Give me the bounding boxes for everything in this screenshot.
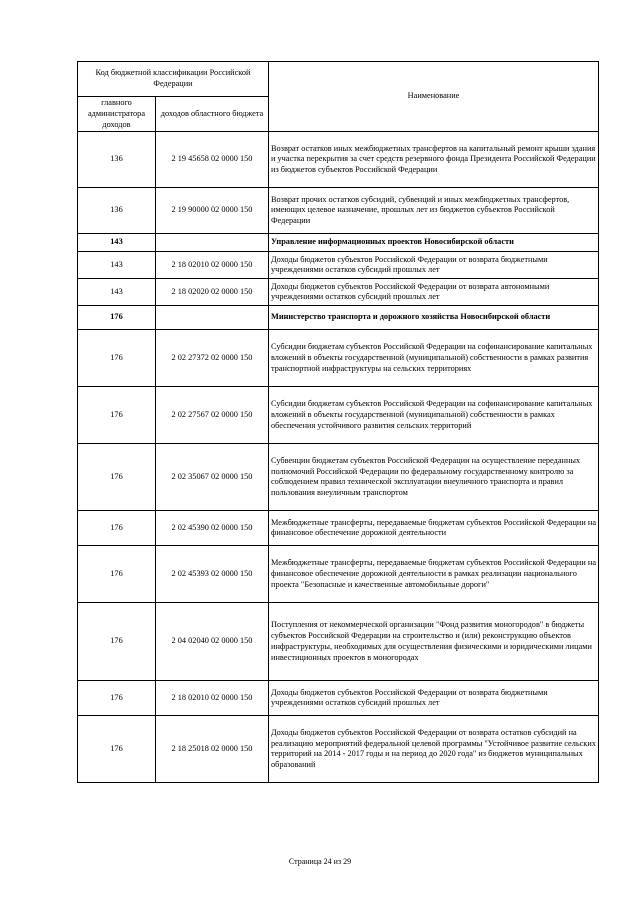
revenue-code-cell: 2 02 27567 02 0000 150 — [156, 387, 269, 444]
revenue-code-cell: 2 18 25018 02 0000 150 — [156, 716, 269, 783]
revenue-code-cell: 2 04 02040 02 0000 150 — [156, 603, 269, 681]
admin-code-cell: 136 — [78, 188, 156, 234]
budget-classification-table — [77, 61, 599, 783]
name-cell: Доходы бюджетов субъектов Российской Федерации от возврата остатков субсидий на реализацию мероприятий федеральной целевой программы "Устойчивое развитие сельских территорий на 2014 - 2017 годы и на период до 2020 года" из бюджетов муниципальных образований — [269, 716, 599, 783]
name-cell: Доходы бюджетов субъектов Российской Федерации от возврата автономными учреждениями остатков субсидий прошлых лет — [269, 279, 599, 306]
name-cell: Субсидии бюджетам субъектов Российской Федерации на софинансирование капитальных вложений в объекты государственной (муниципальной) собственности в рамках развития транспортной инфраструктуры на сельских территориях — [269, 330, 599, 387]
header-revenue: доходов областного бюджета — [156, 97, 269, 132]
revenue-code-cell: 2 18 02020 02 0000 150 — [156, 279, 269, 306]
admin-code-cell: 176 — [78, 603, 156, 681]
admin-code-cell: 143 — [78, 279, 156, 306]
table-row — [78, 279, 599, 306]
name-cell: Доходы бюджетов субъектов Российской Федерации от возврата бюджетными учреждениями остатков субсидий прошлых лет — [269, 681, 599, 716]
table-row — [78, 306, 599, 330]
name-cell: Управление информационных проектов Новосибирской области — [269, 234, 599, 252]
admin-code-cell: 176 — [78, 306, 156, 330]
admin-code-cell: 136 — [78, 132, 156, 188]
header-admin: главного администратора доходов — [78, 97, 156, 132]
revenue-code-cell — [156, 306, 269, 330]
name-cell: Министерство транспорта и дорожного хозяйства Новосибирской области — [269, 306, 599, 330]
name-cell: Субсидии бюджетам субъектов Российской Федерации на софинансирование капитальных вложений в объекты государственной (муниципальной) собственности в рамках обеспечения устойчивого развития сельских территорий — [269, 387, 599, 444]
admin-code-cell: 176 — [78, 444, 156, 511]
admin-code-cell: 176 — [78, 330, 156, 387]
table-row — [78, 511, 599, 546]
revenue-code-cell: 2 02 35067 02 0000 150 — [156, 444, 269, 511]
table-row — [78, 603, 599, 681]
name-cell: Поступления от некоммерческой организации "Фонд развития моногородов" в бюджеты субъектов Российской Федерации на строительство и (или) реконструкцию объектов инфраструктуры, необходимых для осуществления физическими и юридическими лицами инвестиционных проектов в моногородах — [269, 603, 599, 681]
admin-code-cell: 176 — [78, 546, 156, 603]
revenue-code-cell — [156, 234, 269, 252]
table-row — [78, 132, 599, 188]
revenue-code-cell: 2 02 45390 02 0000 150 — [156, 511, 269, 546]
name-cell: Доходы бюджетов субъектов Российской Федерации от возврата бюджетными учреждениями остатков субсидий прошлых лет — [269, 252, 599, 279]
admin-code-cell: 176 — [78, 387, 156, 444]
revenue-code-cell: 2 02 45393 02 0000 150 — [156, 546, 269, 603]
revenue-code-cell: 2 18 02010 02 0000 150 — [156, 252, 269, 279]
admin-code-cell: 176 — [78, 511, 156, 546]
name-cell: Субвенции бюджетам субъектов Российской Федерации на осуществление переданных полномочий Российской Федерации по федеральному государственному контролю за соблюдением правил технической эксплуатации внеуличного транспорта и правил пользования внеуличным транспортом — [269, 444, 599, 511]
table-row — [78, 234, 599, 252]
table-row — [78, 681, 599, 716]
admin-code-cell: 176 — [78, 681, 156, 716]
table-row — [78, 330, 599, 387]
table-row — [78, 252, 599, 279]
name-cell: Возврат остатков иных межбюджетных трансфертов на капитальный ремонт крыши здания и участка перекрытия за счет средств резервного фонда Президента Российской Федерации из бюджетов субъектов Российской Федерации — [269, 132, 599, 188]
page-number: Страница 24 из 29 — [288, 857, 352, 866]
table-row — [78, 387, 599, 444]
revenue-code-cell: 2 02 27372 02 0000 150 — [156, 330, 269, 387]
name-cell: Межбюджетные трансферты, передаваемые бюджетам субъектов Российской Федерации на финансовое обеспечение дорожной деятельности в рамках реализации национального проекта "Безопасные и качественные автомобильные дороги" — [269, 546, 599, 603]
name-cell: Возврат прочих остатков субсидий, субвенций и иных межбюджетных трансфертов, имеющих целевое назначение, прошлых лет из бюджетов субъектов Российской Федерации — [269, 188, 599, 234]
table-row — [78, 188, 599, 234]
revenue-code-cell: 2 19 90000 02 0000 150 — [156, 188, 269, 234]
name-cell: Межбюджетные трансферты, передаваемые бюджетам субъектов Российской Федерации на финансовое обеспечение дорожной деятельности — [269, 511, 599, 546]
revenue-code-cell: 2 18 02010 02 0000 150 — [156, 681, 269, 716]
admin-code-cell: 143 — [78, 252, 156, 279]
table-row — [78, 546, 599, 603]
header-group-title: Код бюджетной классификации Российской Федерации — [78, 62, 269, 97]
admin-code-cell: 143 — [78, 234, 156, 252]
admin-code-cell: 176 — [78, 716, 156, 783]
revenue-code-cell: 2 19 45658 02 0000 150 — [156, 132, 269, 188]
table-row — [78, 716, 599, 783]
table-row — [78, 444, 599, 511]
header-name: Наименование — [269, 62, 599, 132]
